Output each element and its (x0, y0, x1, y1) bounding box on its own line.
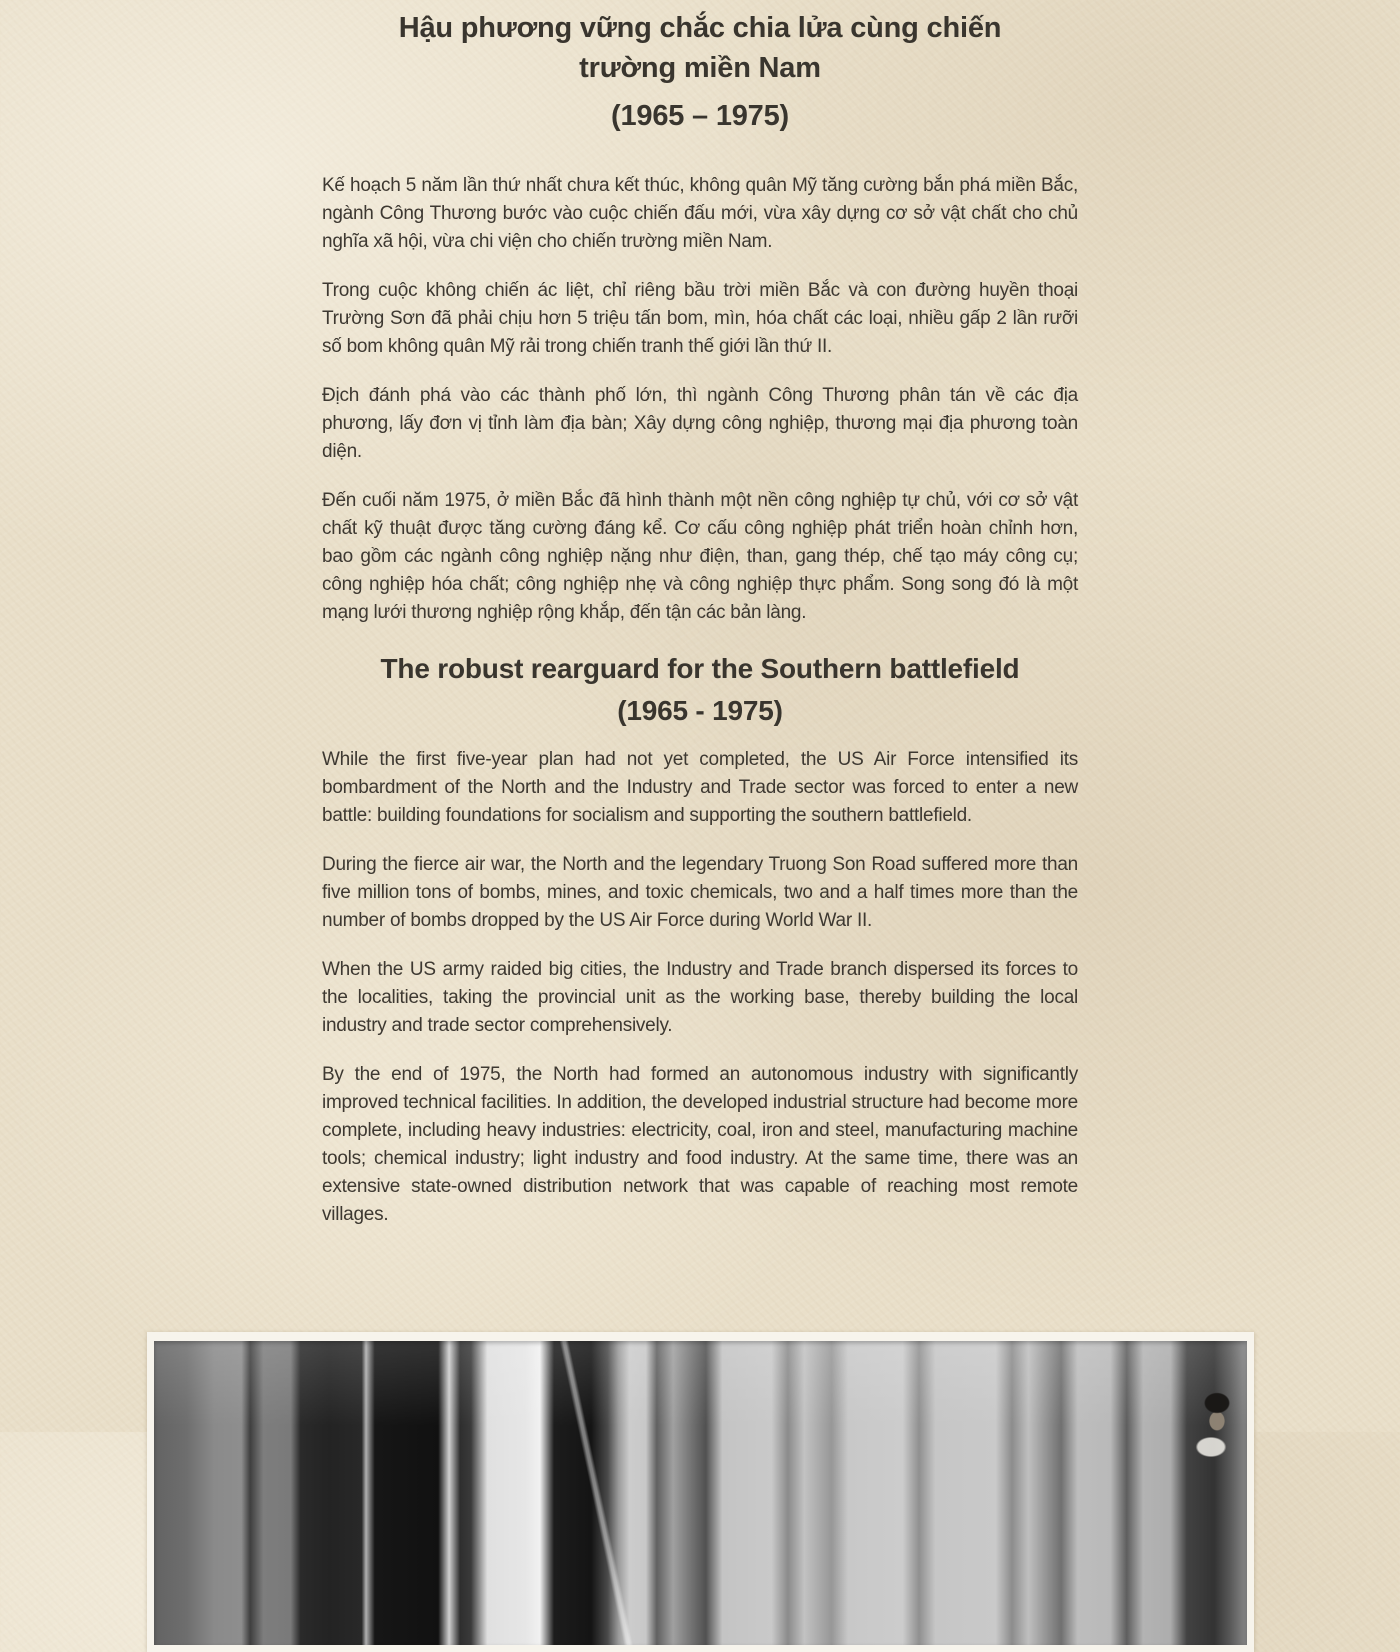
vietnamese-paragraph-4: Đến cuối năm 1975, ở miền Bắc đã hình thành một nền công nghiệp tự chủ, với cơ sở vật chất kỹ thuật được tăng cường đáng kể. Cơ cấu công nghiệp phát triển hoàn chỉnh hơn, bao gồm các ngành công nghiệp nặng như điện, than, gang thép, chế tạo máy công cụ; công nghiệp hóa chất; công nghiệp nhẹ và công nghiệp thực phẩm. Song song đó là một mạng lưới thương nghiệp rộng khắp, đến tận các bản làng. (322, 490, 1078, 623)
vietnamese-paragraph-2: Trong cuộc không chiến ác liệt, chỉ riêng bầu trời miền Bắc và con đường huyền thoại Trường Sơn đã phải chịu hơn 5 triệu tấn bom, mìn, hóa chất các loại, nhiều gấp 2 lần rưỡi số bom không quân Mỹ rải trong chiến tranh thế giới lần thứ II. (322, 280, 1078, 357)
english-title: The robust rearguard for the Southern battlefield (380, 653, 1020, 684)
english-paragraph-1: While the first five-year plan had not yet completed, the US Air Force intensified its bombardment of the North and the Industry and Trade sector was forced to enter a new battle: building foundations for socialism and supporting the southern battlefield. (322, 749, 1078, 826)
english-paragraph-2: During the fierce air war, the North and the legendary Truong Son Road suffered more than five million tons of bombs, mines, and toxic chemicals, two and a half times more than the number of bombs dropped by the US Air Force during World War II. (322, 854, 1078, 931)
english-title-years: (1965 - 1975) (617, 695, 783, 726)
vietnamese-title-line-2: trường miền Nam (579, 52, 821, 84)
vietnamese-paragraph-1: Kế hoạch 5 năm lần thứ nhất chưa kết thúc, không quân Mỹ tăng cường bắn phá miền Bắc, ngành Công Thương bước vào cuộc chiến đấu mới, vừa xây dựng cơ sở vật chất cho chủ nghĩa xã hội, vừa chi viện cho chiến trường miền Nam. (322, 175, 1078, 252)
vietnamese-paragraph-3: Địch đánh phá vào các thành phố lớn, thì ngành Công Thương phân tán về các địa phương, lấy đơn vị tỉnh làm địa bàn; Xây dựng công nghiệp, thương mại địa phương toàn diện. (322, 385, 1078, 462)
vietnamese-title-line-1: Hậu phương vững chắc chia lửa cùng chiến (398, 12, 1002, 44)
article (322, 8, 1078, 1229)
english-paragraph-4: By the end of 1975, the North had formed an autonomous industry with significantly improved technical facilities. In addition, the developed industrial structure had become more complete, including heavy industries: electricity, coal, iron and steel, manufacturing machine tools; chemical industry; light industry and food industry. At the same time, there was an extensive state-owned distribution network that was capable of reaching most remote villages. (322, 1064, 1078, 1225)
historical-photo-frame (147, 1332, 1254, 1652)
page-background (0, 8, 1400, 1432)
historical-photo-image (154, 1341, 1247, 1645)
english-paragraph-3: When the US army raided big cities, the Industry and Trade branch dispersed its forces to the localities, taking the provincial unit as the working base, thereby building the local industry and trade sector comprehensively. (322, 959, 1078, 1036)
vietnamese-title (350, 8, 1050, 88)
vietnamese-title-years: (1965 – 1975) (611, 100, 789, 132)
